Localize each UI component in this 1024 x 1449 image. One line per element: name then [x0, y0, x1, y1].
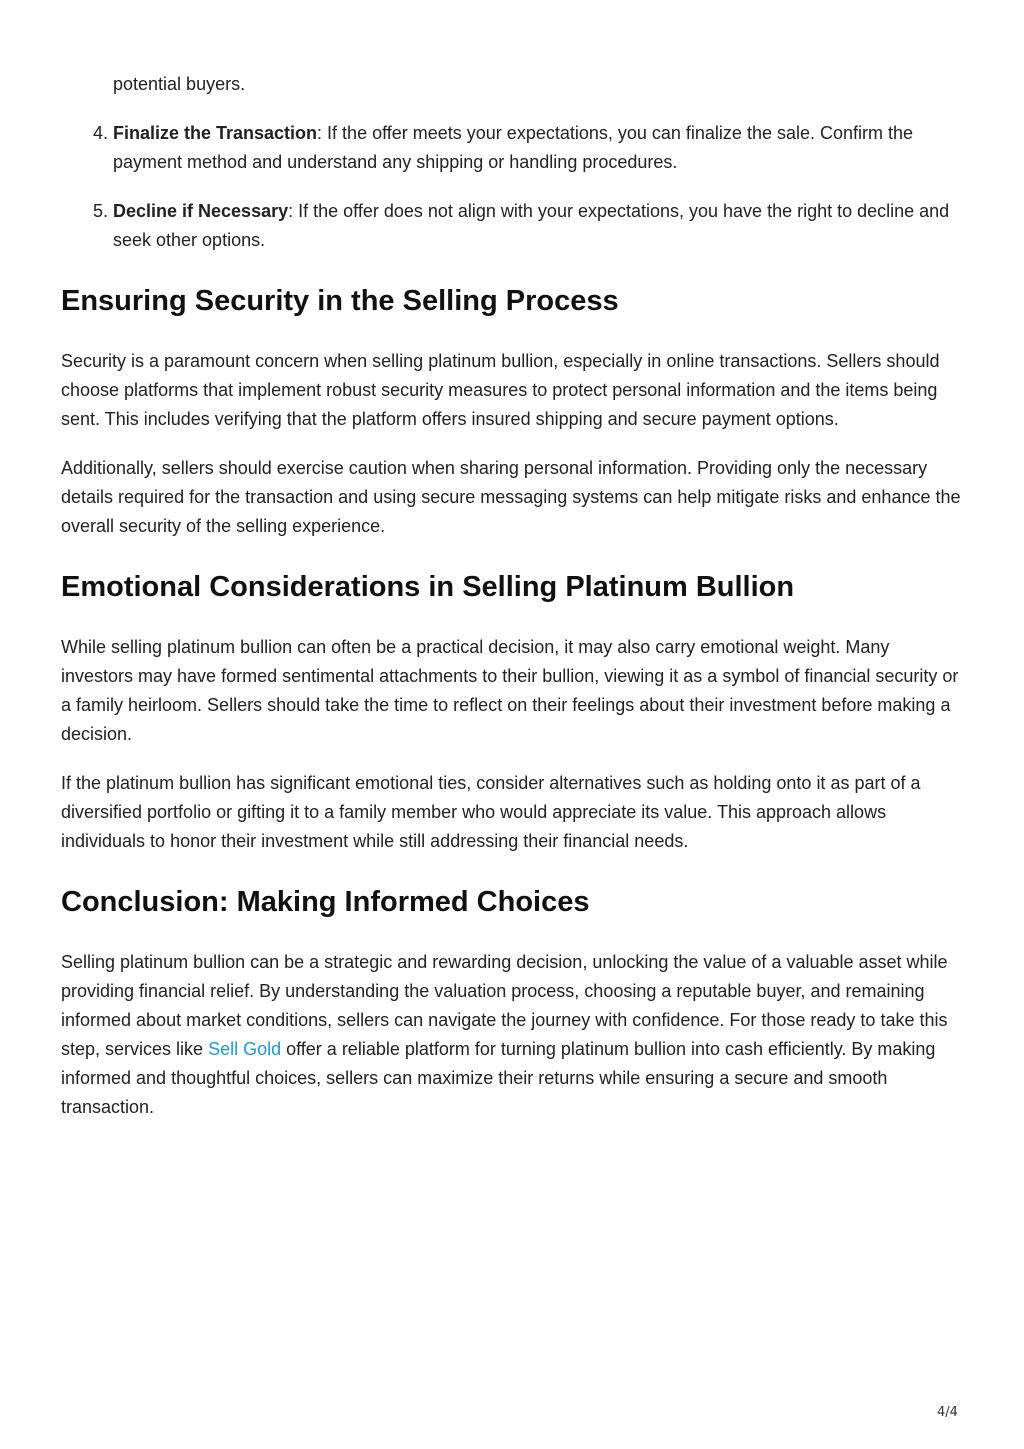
list-item-finalize — [113, 119, 966, 177]
conclusion-paragraph — [61, 948, 966, 1122]
section-heading-conclusion: Conclusion: Making Informed Choices — [61, 886, 590, 918]
sell-gold-link[interactable]: Sell Gold — [208, 1039, 282, 1059]
paragraph-text: Selling platinum bullion can be a strategic and rewarding decision, unlocking the value of a valuable asset while providing financial relief. By understanding the valuation process, choosing a reputable buyer, and remaining informed about market conditions, sellers can navigate the journey with confidence. For those ready to take this step, services like — [61, 952, 948, 1059]
step-text: : If the offer meets your expectations, you can finalize the sale. Confirm the payment method and understand any shipping or handling procedures. — [113, 123, 914, 172]
step-title: Finalize the Transaction — [113, 123, 318, 143]
paragraph: If the platinum bullion has significant emotional ties, consider alternatives such as holding onto it as part of a diversified portfolio or gifting it to a family member who would appreciate its value. This approach allows individuals to honor their investment while still addressing their financial needs. — [61, 773, 921, 851]
section-heading-security: Ensuring Security in the Selling Process — [61, 285, 619, 317]
paragraph: Additionally, sellers should exercise caution when sharing personal information. Providing only the necessary details required for the transaction and using secure messaging systems can help mitigate risks and enhance the overall security of the selling experience. — [61, 458, 961, 536]
paragraph: Security is a paramount concern when selling platinum bullion, especially in online transactions. Sellers should choose platforms that implement robust security measures to protect personal information and the items being sent. This includes verifying that the platform offers insured shipping and secure payment options. — [61, 351, 940, 429]
step-title: Decline if Necessary — [113, 201, 289, 221]
step-text: : If the offer does not align with your expectations, you have the right to decline and seek other options. — [113, 201, 950, 250]
section-heading-emotional: Emotional Considerations in Selling Platinum Bullion — [61, 571, 795, 603]
paragraph: While selling platinum bullion can often be a practical decision, it may also carry emotional weight. Many investors may have formed sentimental attachments to their bullion, viewing it as a symbol of financial security or a family heirloom. Sellers should take the time to reflect on their feelings about their investment before making a decision. — [61, 637, 959, 744]
page-number: 4/4 — [937, 1405, 958, 1420]
document-page — [61, 70, 966, 1142]
steps-list — [61, 119, 966, 255]
list-continuation-text: potential buyers. — [113, 74, 246, 94]
paragraph-text: offer a reliable platform for turning platinum bullion into cash efficiently. By making informed and thoughtful choices, sellers can maximize their returns while ensuring a secure and smooth transaction. — [61, 1039, 936, 1117]
list-item-decline — [113, 197, 966, 255]
